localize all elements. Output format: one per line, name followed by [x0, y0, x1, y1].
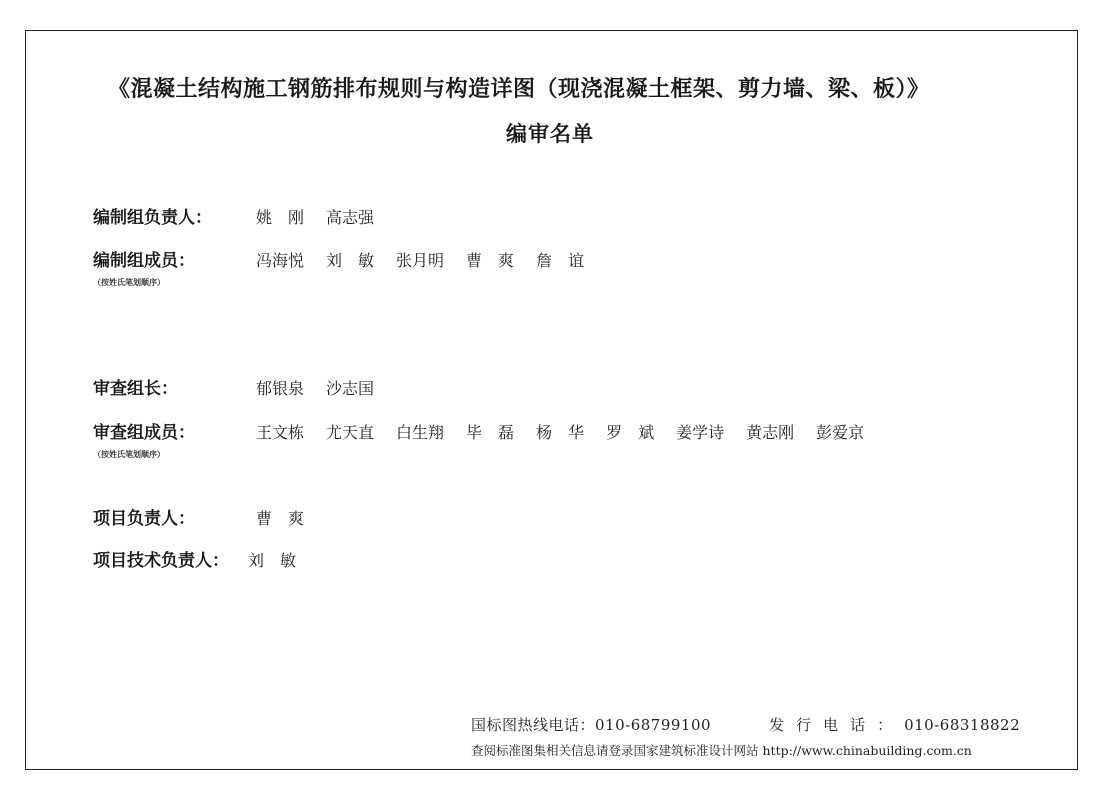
- name: 王文栋: [256, 423, 305, 442]
- name: 张月明: [396, 251, 445, 270]
- name: 罗 斌: [606, 423, 655, 442]
- tech-lead-label: 项目技术负责人：: [93, 551, 229, 571]
- review-lead-label: 审查组长：: [93, 379, 178, 399]
- project-lead-names: [256, 506, 326, 529]
- footer-phones: [471, 714, 1020, 735]
- issue-label: 发行电话：: [769, 716, 905, 734]
- review-lead-names: [256, 376, 396, 399]
- issue-number: 010-68318822: [904, 716, 1021, 734]
- name: 沙志国: [326, 379, 375, 398]
- compile-members-label: 编制组成员：: [93, 251, 195, 271]
- footer-website: [471, 741, 972, 759]
- review-members-note: （按姓氏笔划顺序）: [93, 450, 165, 459]
- name: 高志强: [326, 208, 375, 227]
- website-text: 查阅标准图集相关信息请登录国家建筑标准设计网站: [471, 743, 759, 758]
- row-compile-lead: [93, 203, 396, 228]
- name: 刘 敏: [248, 551, 297, 570]
- row-review-members: [93, 418, 886, 443]
- name: 姜学诗: [676, 423, 725, 442]
- document-subtitle: 编审名单: [506, 122, 594, 146]
- row-review-lead: [93, 374, 396, 399]
- review-members-names: [256, 420, 886, 443]
- name: 彭爱京: [816, 423, 865, 442]
- compile-lead-names: [256, 205, 396, 228]
- row-tech-lead: [93, 546, 318, 571]
- name: 曹 爽: [256, 509, 305, 528]
- name: 白生翔: [396, 423, 445, 442]
- name: 毕 磊: [466, 423, 515, 442]
- project-lead-label: 项目负责人：: [93, 509, 195, 529]
- name: 詹 谊: [536, 251, 585, 270]
- name: 冯海悦: [256, 251, 305, 270]
- row-compile-members: [93, 246, 606, 271]
- tech-lead-names: [248, 548, 318, 571]
- compile-lead-label: 编制组负责人：: [93, 208, 212, 228]
- compile-members-note: （按姓氏笔划顺序）: [93, 278, 165, 287]
- row-project-lead: [93, 504, 326, 529]
- name: 黄志刚: [746, 423, 795, 442]
- document-title: 《混凝土结构施工钢筋排布规则与构造详图（现浇混凝土框架、剪力墙、梁、板）》: [108, 77, 930, 102]
- name: 曹 爽: [466, 251, 515, 270]
- name: 郁银泉: [256, 379, 305, 398]
- review-members-label: 审查组成员：: [93, 423, 195, 443]
- name: 刘 敏: [326, 251, 375, 270]
- compile-members-names: [256, 248, 606, 271]
- website-link[interactable]: http://www.chinabuilding.com.cn: [762, 743, 972, 758]
- name: 姚 刚: [256, 208, 305, 227]
- hotline-label: 国标图热线电话：: [471, 716, 596, 734]
- name: 杨 华: [536, 423, 585, 442]
- name: 尤天直: [326, 423, 375, 442]
- hotline-number: 010-68799100: [595, 716, 712, 734]
